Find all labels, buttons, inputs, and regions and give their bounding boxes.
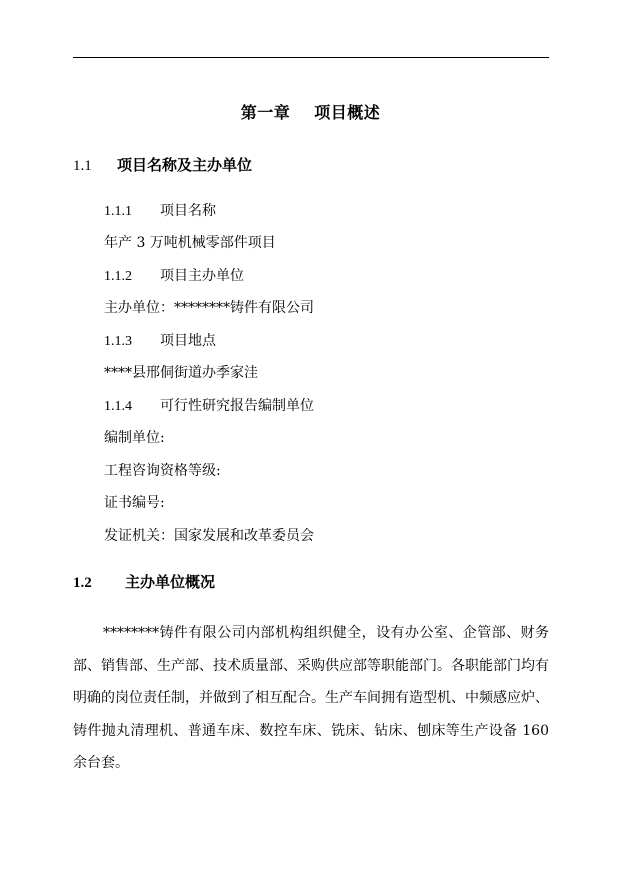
subsection-number: 1.1.2 [104,269,132,284]
subsection-number: 1.1.1 [104,204,132,219]
location-text: ****县邢侗街道办季家洼 [104,365,258,381]
section-heading-1-1 [73,154,252,175]
chapter-title [0,100,621,123]
header-rule [73,57,549,58]
compiler-unit-text: 编制单位: [104,430,165,446]
certificate-number-text: 证书编号: [104,495,165,511]
subsection-title: 项目主办单位 [160,268,244,284]
company-overview-paragraph: ********铸件有限公司内部机构组织健全，设有办公室、企管部、财务部、销售部、生产部、技术质量部、采购供应部等职能部门。各职能部门均有明确的岗位责任制，并做到了相互配合。生产车间拥有造型机、中频感应炉、铸件抛丸清理机、普通车床、数控车床、铣床、钻床、刨床等生产设备 160 余台套。 [73,625,549,772]
subsection-title: 项目地点 [160,333,216,349]
section-number: 1.1 [73,158,92,174]
section-title: 项目名称及主办单位 [117,156,253,174]
project-name-text: 年产 3 万吨机械零部件项目 [104,235,276,251]
section-title: 主办单位概况 [125,573,216,591]
section-heading-1-2 [73,571,215,592]
subsection-number: 1.1.4 [104,399,132,414]
subsection-heading-1-1-1 [104,202,216,221]
subsection-heading-1-1-4 [104,397,314,416]
issuing-authority-text: 发证机关：国家发展和改革委员会 [104,528,314,544]
subsection-number: 1.1.3 [104,334,132,349]
section-number: 1.2 [73,575,92,591]
qualification-grade-text: 工程咨询资格等级: [104,463,221,479]
sponsor-text: 主办单位：********铸件有限公司 [104,300,314,316]
subsection-heading-1-1-2 [104,267,244,286]
chapter-label: 第一章 [240,103,291,122]
chapter-name: 项目概述 [314,103,381,122]
subsection-title: 项目名称 [160,203,216,219]
subsection-heading-1-1-3 [104,332,216,351]
subsection-title: 可行性研究报告编制单位 [160,398,314,414]
